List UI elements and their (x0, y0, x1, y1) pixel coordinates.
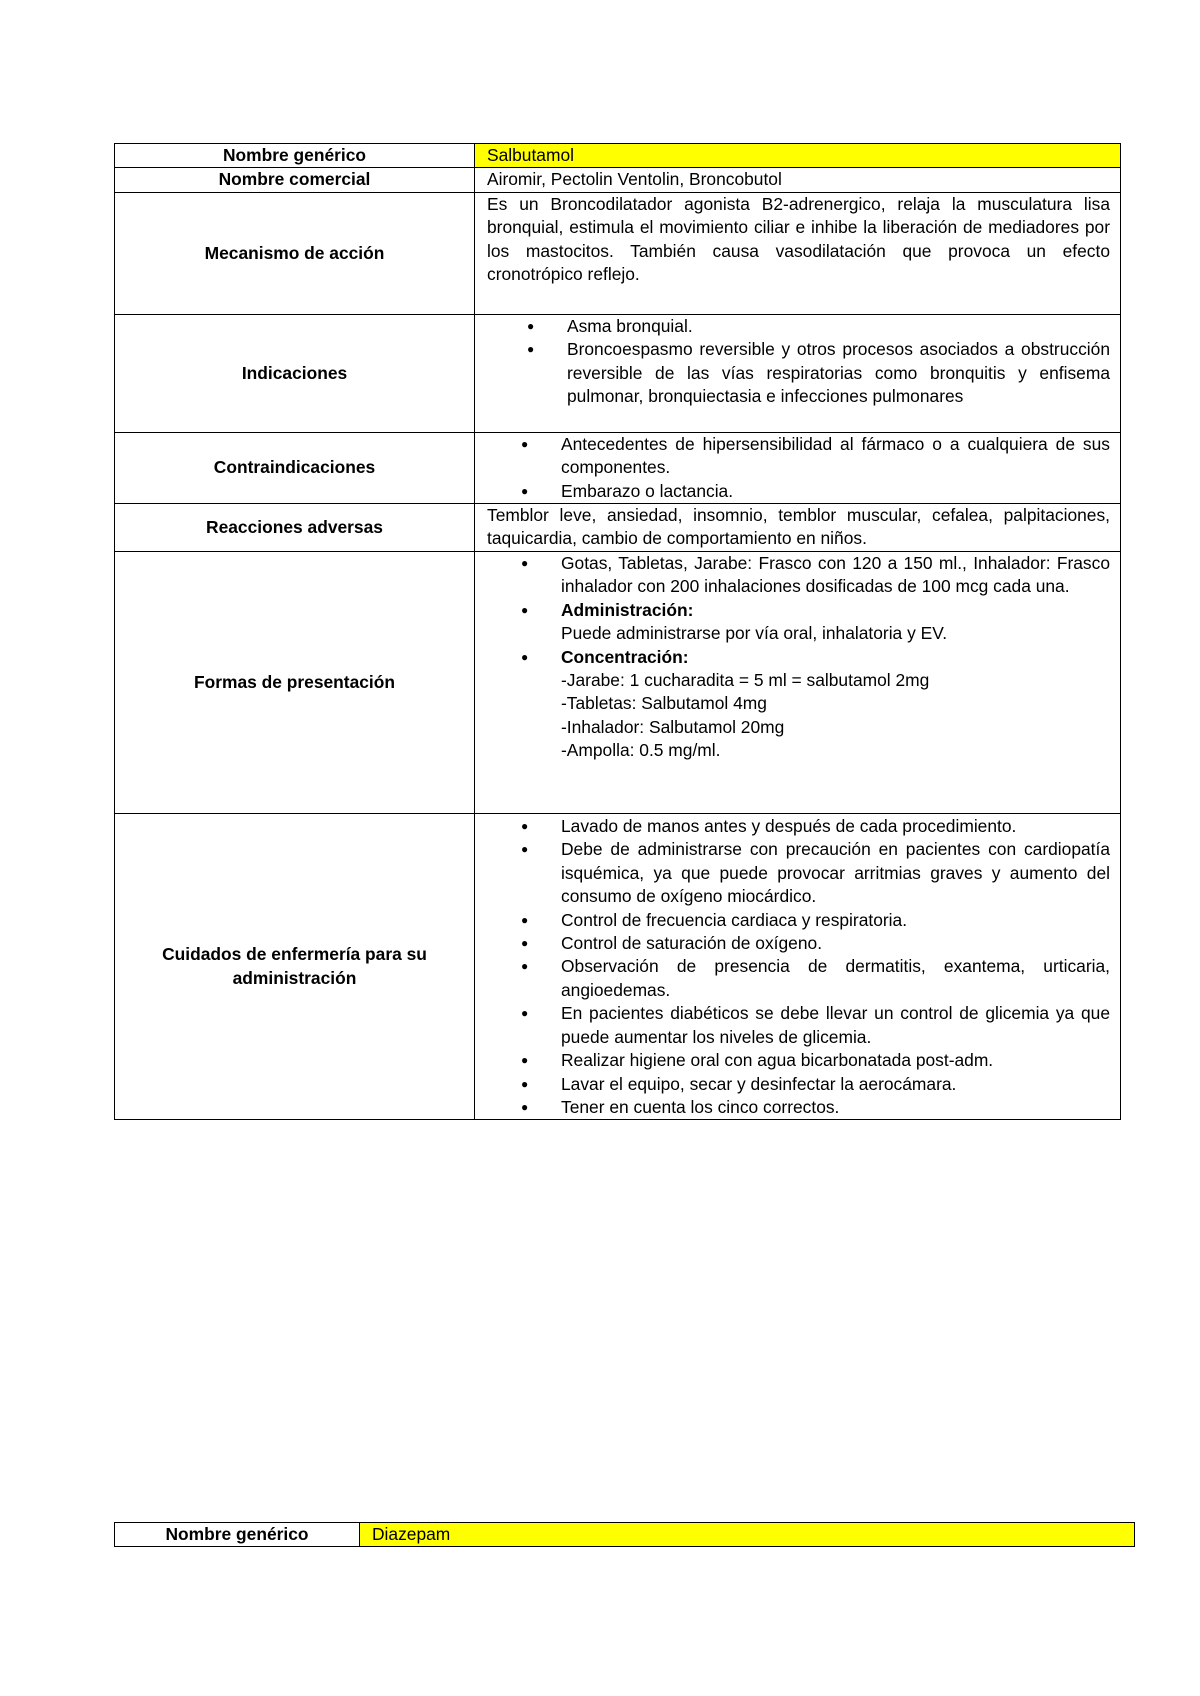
concentration-line: -Jarabe: 1 cucharadita = 5 ml = salbutamol 2mg (561, 670, 930, 691)
list-item (487, 646, 1110, 763)
row-label (115, 814, 475, 1120)
mechanism-value: Es un Broncodilatador agonista B2-adrenergico, relaja la musculatura lisa bronquial, estimula el movimiento ciliar e inhibe la liberación de mediadores por los mastocitos. También causa vasodilatación que provoca un efecto cronotrópico reflejo. (475, 192, 1121, 314)
list-item: ● Debe de administrarse con precaución en pacientes con cardiopatía isquémica, ya que puede provocar arritmias graves y aumento del consumo de oxígeno miocárdico. (487, 838, 1110, 908)
row-label: Contraindicaciones (115, 432, 475, 503)
concentration-line: -Inhalador: Salbutamol 20mg (561, 716, 785, 737)
presentation-forms-value (475, 552, 1121, 814)
row-label: Nombre genérico (115, 1523, 360, 1547)
nursing-label-line2: administración (232, 967, 357, 988)
nursing-label-line1: Cuidados de enfermería para su (162, 944, 427, 965)
drug-table-diazepam (114, 1522, 1135, 1547)
table-row (115, 192, 1121, 314)
table-row (115, 1523, 1135, 1547)
nursing-care-value (475, 814, 1121, 1120)
table-row (115, 504, 1121, 552)
drug-table-salbutamol (114, 143, 1121, 1120)
table-row (115, 144, 1121, 168)
list-item: ● Antecedentes de hipersensibilidad al fármaco o a cualquiera de sus componentes. (487, 433, 1110, 480)
list-item: ● Embarazo o lactancia. (487, 480, 1110, 503)
administration-text: Puede administrarse por vía oral, inhalatoria y EV. (561, 623, 948, 644)
table-row (115, 814, 1121, 1120)
table-row (115, 314, 1121, 432)
contraindications-value (475, 432, 1121, 503)
generic-name-value: Diazepam (360, 1523, 1135, 1547)
row-label: Mecanismo de acción (115, 192, 475, 314)
concentration-line: -Tabletas: Salbutamol 4mg (561, 693, 767, 714)
row-label: Nombre comercial (115, 168, 475, 192)
list-item: ● Gotas, Tabletas, Jarabe: Frasco con 120 a 150 ml., Inhalador: Frasco inhalador con 200 inhalaciones dosificadas de 100 mcg cada una. (487, 552, 1110, 599)
concentration-line: -Ampolla: 0.5 mg/ml. (561, 740, 721, 761)
list-item: ● Lavar el equipo, secar y desinfectar la aerocámara. (487, 1073, 1110, 1096)
adverse-reactions-value: Temblor leve, ansiedad, insomnio, temblor muscular, cefalea, palpitaciones, taquicardia, cambio de comportamiento en niños. (475, 504, 1121, 552)
row-label: Indicaciones (115, 314, 475, 432)
list-item: ● En pacientes diabéticos se debe llevar un control de glicemia ya que puede aumentar los niveles de glicemia. (487, 1002, 1110, 1049)
list-item: ● Control de saturación de oxígeno. (487, 932, 1110, 955)
row-label: Reacciones adversas (115, 504, 475, 552)
list-item: ● Lavado de manos antes y después de cada procedimiento. (487, 815, 1110, 838)
table-row (115, 552, 1121, 814)
row-label: Formas de presentación (115, 552, 475, 814)
list-item: ● Realizar higiene oral con agua bicarbonatada post-adm. (487, 1049, 1110, 1072)
generic-name-value: Salbutamol (475, 144, 1121, 168)
table-row (115, 432, 1121, 503)
list-item: ● Control de frecuencia cardiaca y respiratoria. (487, 909, 1110, 932)
list-item: ● Observación de presencia de dermatitis, exantema, urticaria, angioedemas. (487, 955, 1110, 1002)
administration-heading: ● Administración: (561, 599, 694, 620)
list-item (487, 599, 1110, 646)
commercial-name-value: Airomir, Pectolin Ventolin, Broncobutol (475, 168, 1121, 192)
concentration-heading: ● Concentración: (561, 646, 689, 667)
table-row (115, 168, 1121, 192)
indications-value (475, 314, 1121, 432)
list-item: ● Asma bronquial. (487, 315, 1110, 338)
list-item: ● Tener en cuenta los cinco correctos. (487, 1096, 1110, 1119)
list-item: ● Broncoespasmo reversible y otros procesos asociados a obstrucción reversible de las vías respiratorias como bronquitis y enfisema pulmonar, bronquiectasia e infecciones pulmonares (487, 338, 1110, 408)
row-label: Nombre genérico (115, 144, 475, 168)
